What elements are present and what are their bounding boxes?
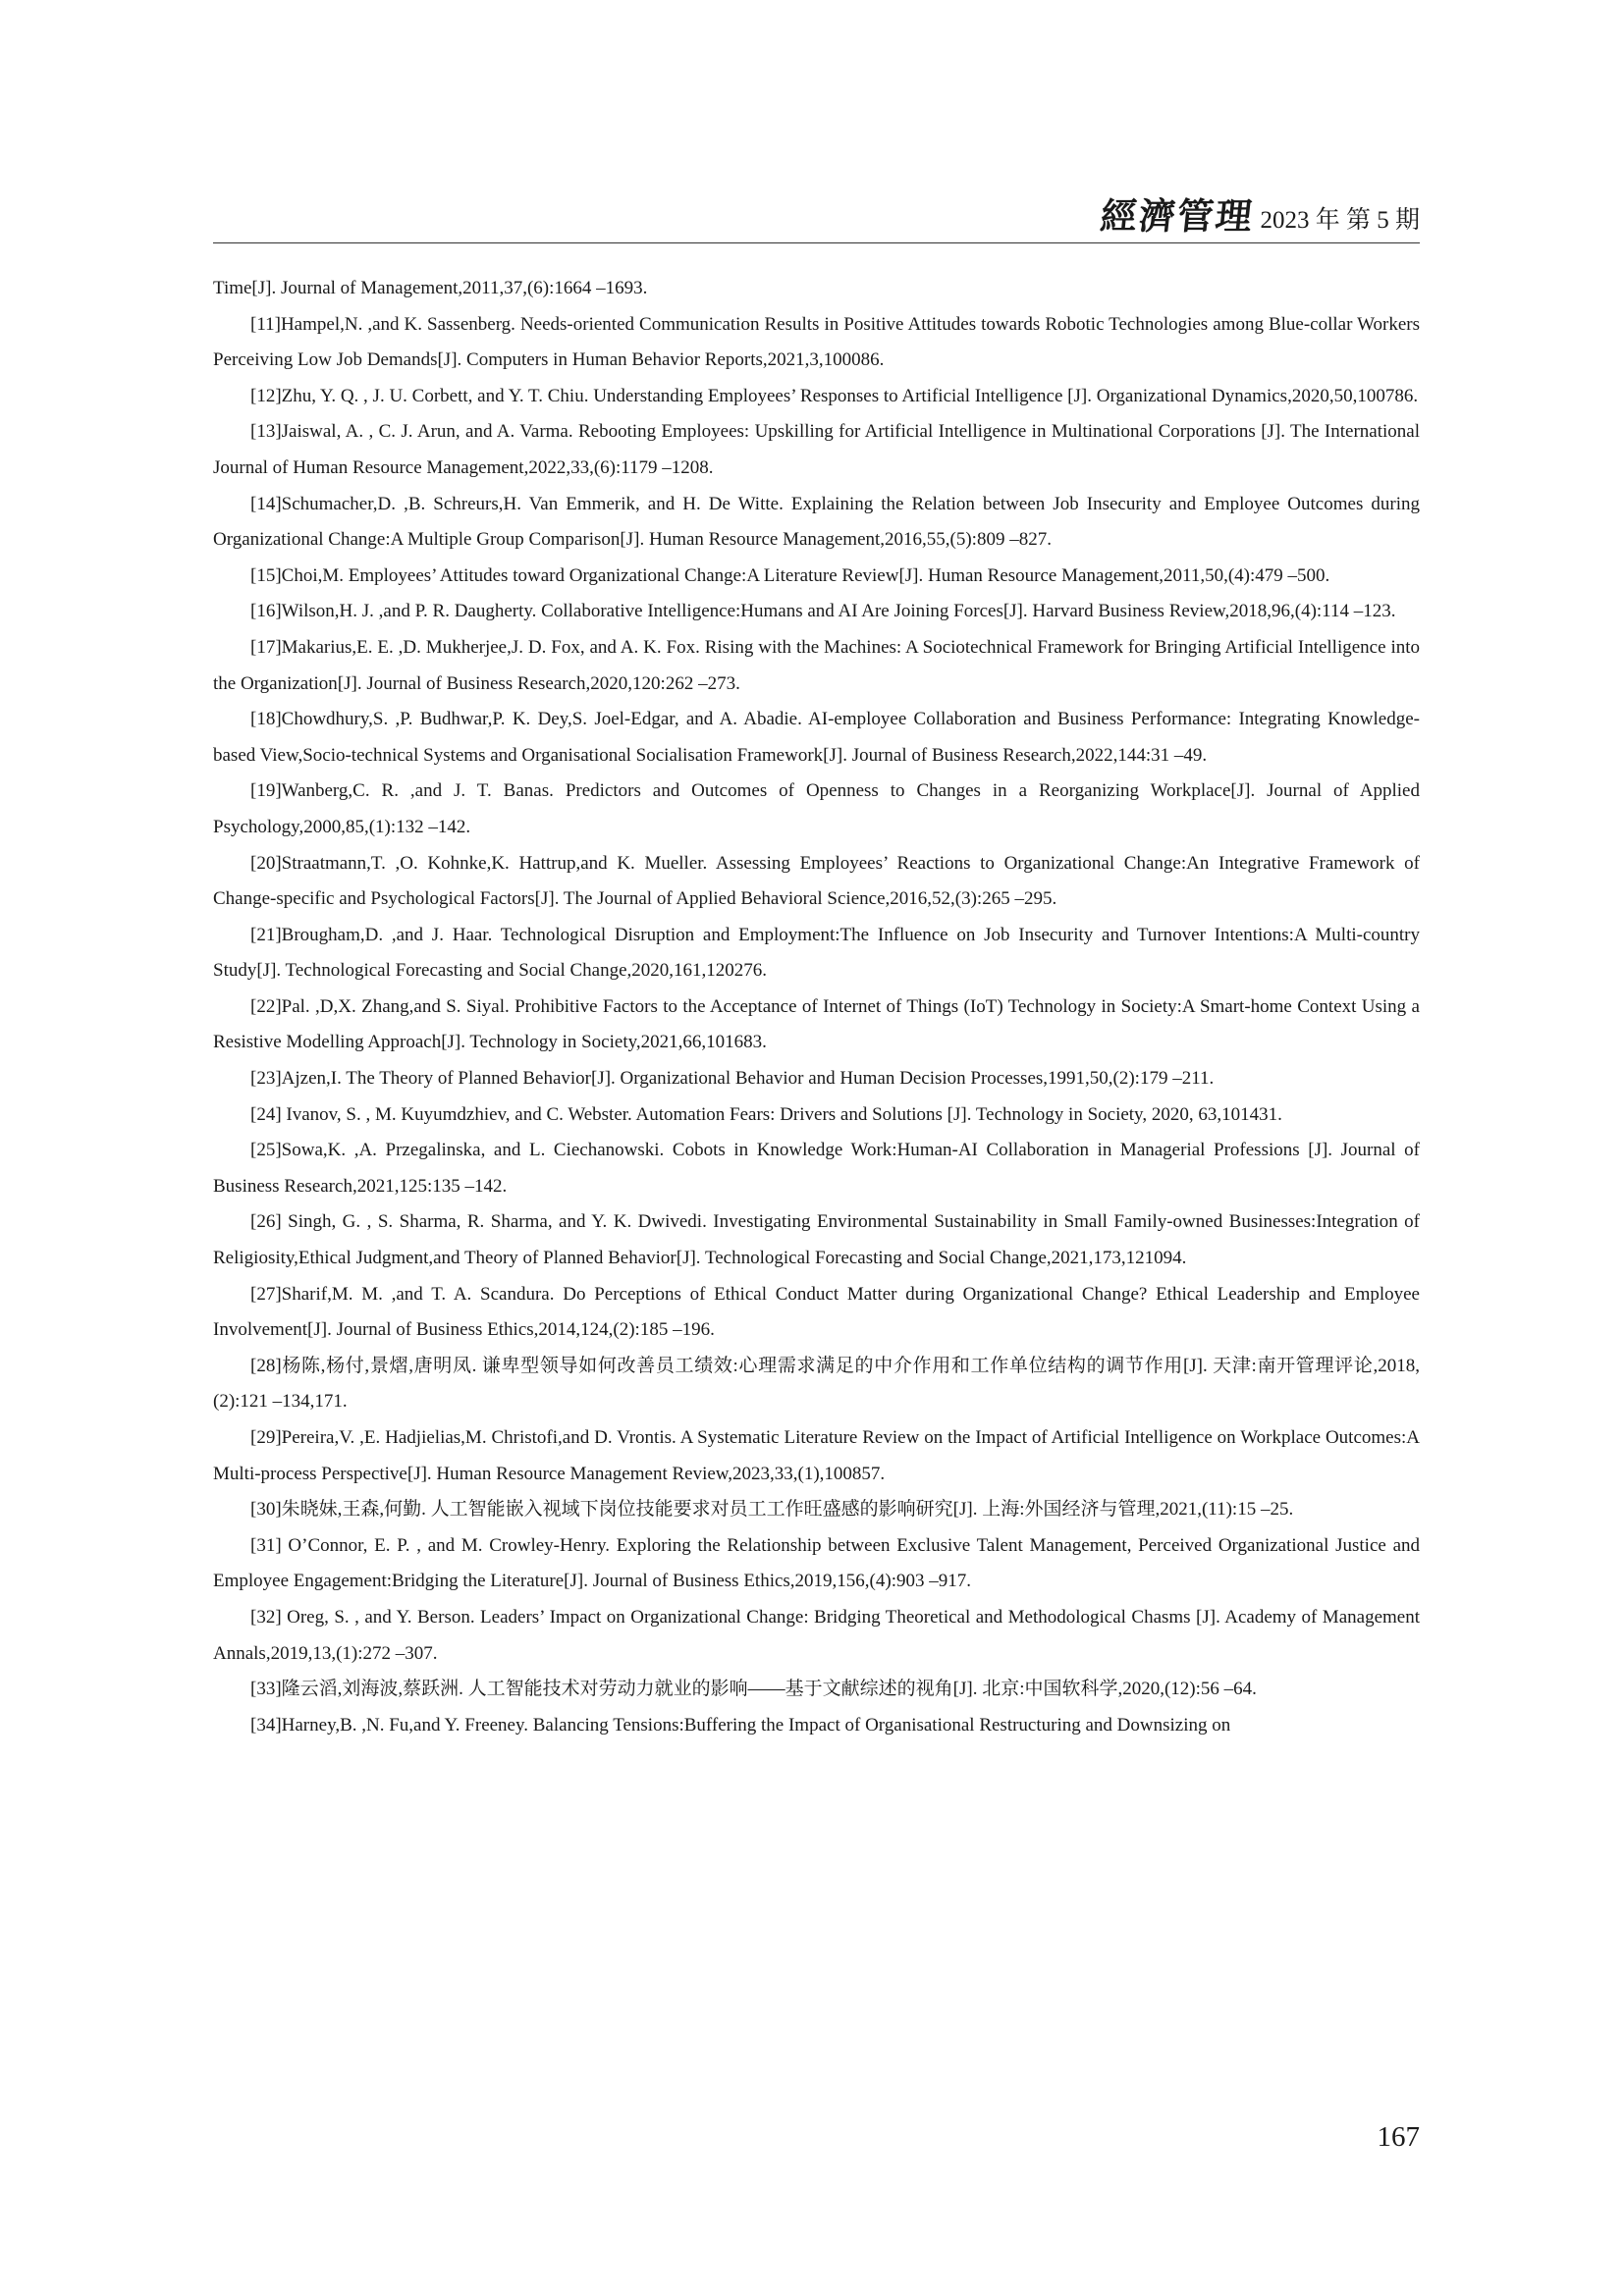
page-number: 167 [1377,2121,1420,2153]
reference-item: [25]Sowa,K. ,A. Przegalinska, and L. Ciechanowski. Cobots in Knowledge Work:Human-AI Collaboration in Managerial Professions [J]. Journal of Business Research,2021,125:135 –142. [213,1140,1420,1197]
reference-item: [19]Wanberg,C. R. ,and J. T. Banas. Predictors and Outcomes of Openness to Changes in a Reorganizing Workplace[J]. Journal of Applied Psychology,2000,85,(1):132 –142. [213,780,1420,837]
reference-item: [26] Singh, G. , S. Sharma, R. Sharma, and Y. K. Dwivedi. Investigating Environmental Sustainability in Small Family-owned Businesses:Integration of Religiosity,Ethical Judgment,and Theory of Planned Behavior[J]. Technological Forecasting and Social Change,2021,173,121094. [213,1211,1420,1269]
reference-item: [16]Wilson,H. J. ,and P. R. Daugherty. Collaborative Intelligence:Humans and AI Are Joining Forces[J]. Harvard Business Review,2018,96,(4):114 –123. [250,601,1396,622]
reference-item: [20]Straatmann,T. ,O. Kohnke,K. Hattrup,and K. Mueller. Assessing Employees’ Reactions to Organizational Change:An Integrative Framework of Change-specific and Psychological Factors[J]. The Journal of Applied Behavioral Science,2016,52,(3):265 –295. [213,852,1420,910]
reference-item: [29]Pereira,V. ,E. Hadjielias,M. Christofi,and D. Vrontis. A Systematic Literature Review on the Impact of Artificial Intelligence on Workplace Outcomes:A Multi-process Perspective[J]. Human Resource Management Review,2023,33,(1),100857. [213,1427,1420,1484]
reference-item: [18]Chowdhury,S. ,P. Budhwar,P. K. Dey,S. Joel-Edgar, and A. Abadie. AI-employee Collaboration and Business Performance: Integrating Knowledge-based View,Socio-technical Systems and Organisational Socialisation Framework[J]. Journal of Business Research,2022,144:31 –49. [213,709,1420,766]
reference-item: [11]Hampel,N. ,and K. Sassenberg. Needs-oriented Communication Results in Positive Attitudes towards Robotic Technologies among Blue-collar Workers Perceiving Low Job Demands[J]. Computers in Human Behavior Reports,2021,3,100086. [213,313,1420,371]
journal-name: 經濟管理 [1099,194,1257,238]
reference-item: [34]Harney,B. ,N. Fu,and Y. Freeney. Balancing Tensions:Buffering the Impact of Organisational Restructuring and Downsizing on [250,1714,1231,1735]
reference-item: [23]Ajzen,I. The Theory of Planned Behavior[J]. Organizational Behavior and Human Decision Processes,1991,50,(2):179 –211. [250,1068,1215,1090]
reference-item: [14]Schumacher,D. ,B. Schreurs,H. Van Emmerik, and H. De Witte. Explaining the Relation between Job Insecurity and Employee Outcomes during Organizational Change:A Multiple Group Comparison[J]. Human Resource Management,2016,55,(5):809 –827. [213,493,1420,551]
reference-item: [31] O’Connor, E. P. , and M. Crowley-Henry. Exploring the Relationship between Exclusive Talent Management, Perceived Organizational Justice and Employee Engagement:Bridging the Literature[J]. Journal of Business Ethics,2019,156,(4):903 –917. [213,1534,1420,1592]
reference-item: [24] Ivanov, S. , M. Kuyumdzhiev, and C. Webster. Automation Fears: Drivers and Solutions [J]. Technology in Society, 2020, 63,101431. [250,1103,1282,1125]
reference-item: [27]Sharif,M. M. ,and T. A. Scandura. Do Perceptions of Ethical Conduct Matter during Organizational Change? Ethical Leadership and Employee Involvement[J]. Journal of Business Ethics,2014,124,(2):185 –196. [213,1283,1420,1341]
reference-item: [17]Makarius,E. E. ,D. Mukherjee,J. D. Fox, and A. K. Fox. Rising with the Machines: A Sociotechnical Framework for Bringing Artificial Intelligence into the Organization[J]. Journal of Business Research,2020,120:262 –273. [213,636,1420,694]
reference-item: [15]Choi,M. Employees’ Attitudes toward Organizational Change:A Literature Review[J]. Human Resource Management,2011,50,(4):479 –500. [250,564,1330,586]
reference-item: [13]Jaiswal, A. , C. J. Arun, and A. Varma. Rebooting Employees: Upskilling for Artificial Intelligence in Multinational Corporations [J]. The International Journal of Human Resource Management,2022,33,(6):1179 –1208. [213,421,1420,478]
running-header [213,188,1420,243]
reference-item: [30]朱晓妹,王森,何勤. 人工智能嵌入视域下岗位技能要求对员工工作旺盛感的影响研究[J]. 上海:外国经济与管理,2021,(11):15 –25. [250,1499,1294,1521]
reference-item: Time[J]. Journal of Management,2011,37,(6):1664 –1693. [213,278,648,298]
issue-info: 2023 年 第 5 期 [1260,207,1420,234]
reference-item: [21]Brougham,D. ,and J. Haar. Technological Disruption and Employment:The Influence on Job Insecurity and Turnover Intentions:A Multi-country Study[J]. Technological Forecasting and Social Change,2020,161,120276. [213,924,1420,982]
reference-item: [28]杨陈,杨付,景熠,唐明凤. 谦卑型领导如何改善员工绩效:心理需求满足的中介作用和工作单位结构的调节作用[J]. 天津:南开管理评论,2018,(2):121 –134,171. [213,1355,1420,1413]
reference-item: [32] Oreg, S. , and Y. Berson. Leaders’ Impact on Organizational Change: Bridging Theoretical and Methodological Chasms [J]. Academy of Management Annals,2019,13,(1):272 –307. [213,1606,1420,1664]
reference-list [213,271,1420,1743]
reference-item: [22]Pal. ,D,X. Zhang,and S. Siyal. Prohibitive Factors to the Acceptance of Internet of Things (IoT) Technology in Society:A Smart-home Context Using a Resistive Modelling Approach[J]. Technology in Society,2021,66,101683. [213,995,1420,1053]
reference-item: [33]隆云滔,刘海波,蔡跃洲. 人工智能技术对劳动力就业的影响——基于文献综述的视角[J]. 北京:中国软科学,2020,(12):56 –64. [250,1679,1257,1700]
reference-item: [12]Zhu, Y. Q. , J. U. Corbett, and Y. T. Chiu. Understanding Employees’ Responses to Artificial Intelligence [J]. Organizational Dynamics,2020,50,100786. [250,385,1419,406]
